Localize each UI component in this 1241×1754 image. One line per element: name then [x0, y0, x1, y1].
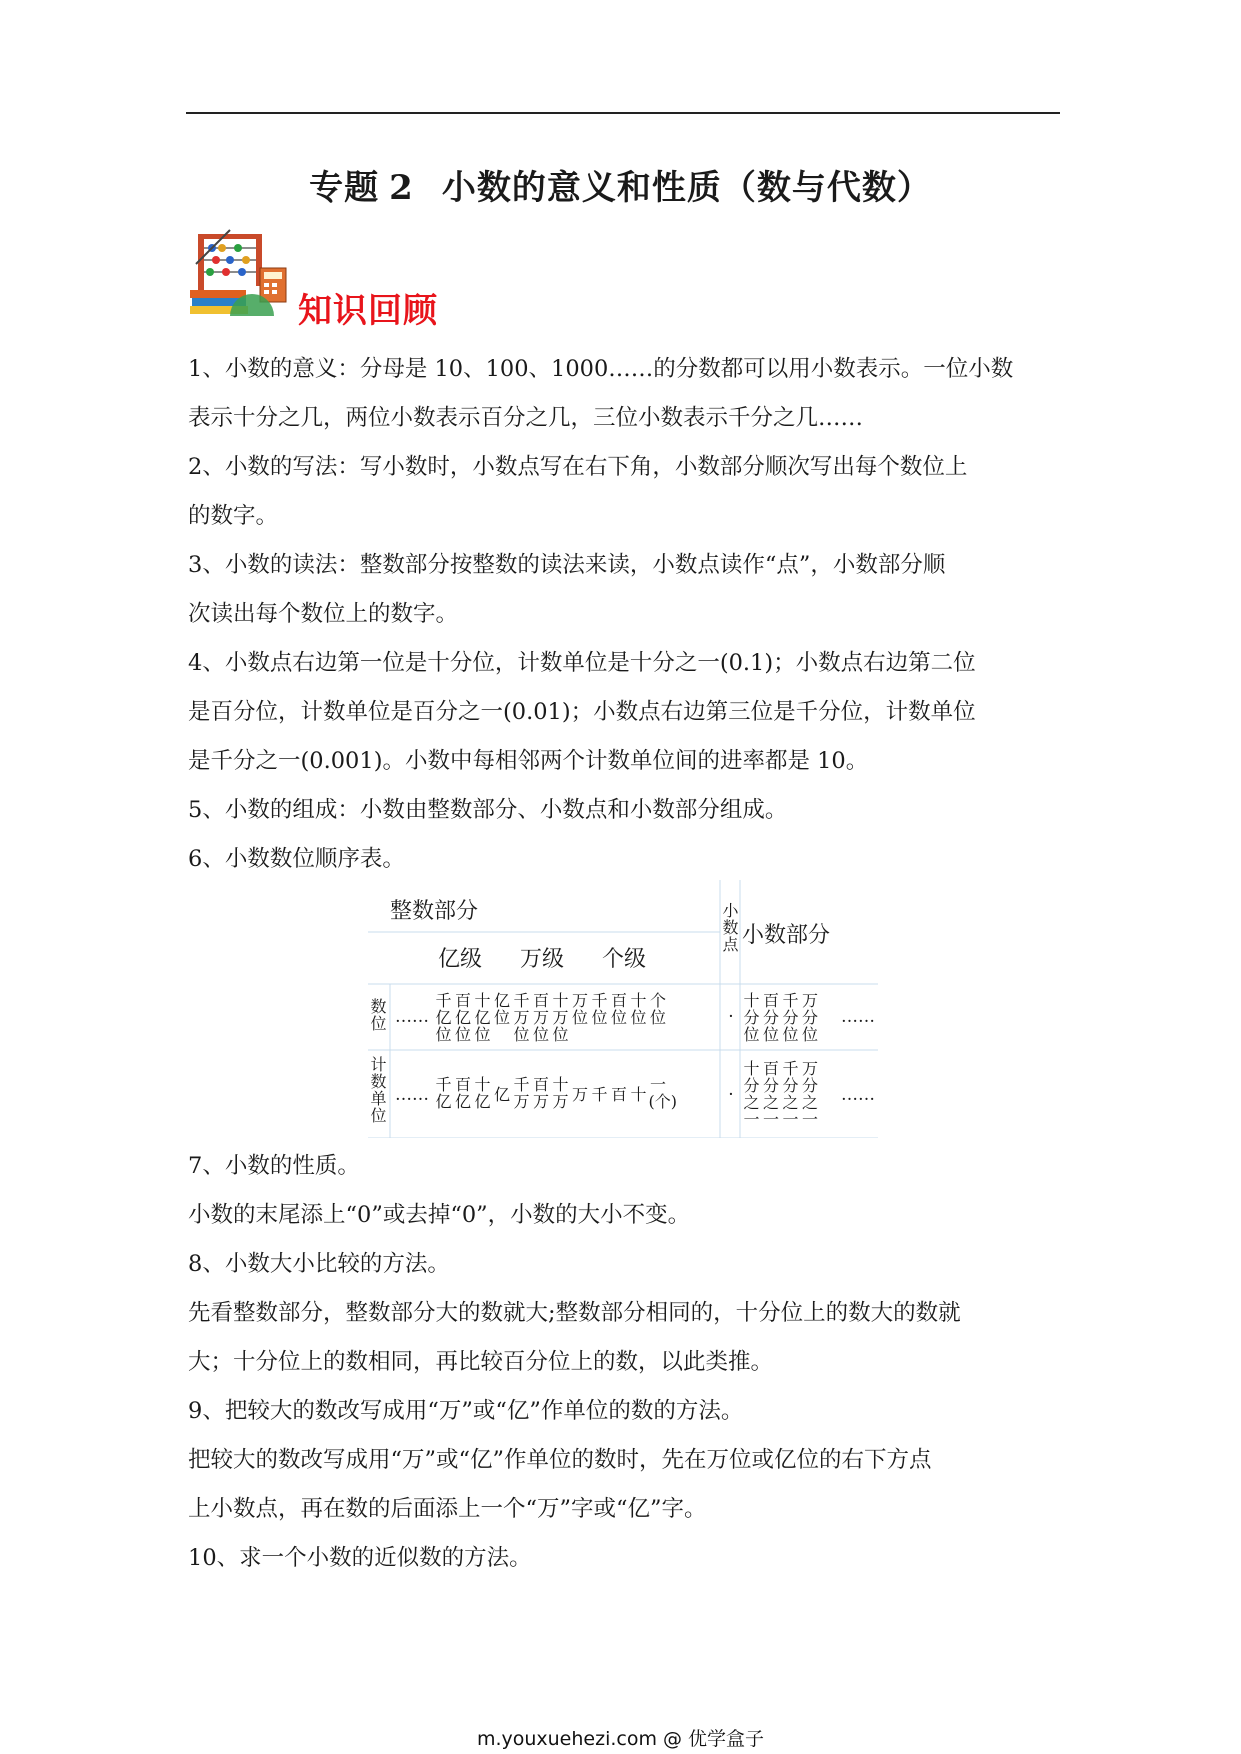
- digit-place-cell: 十位: [630, 991, 647, 1027]
- unit-cell: 一(个): [648, 1075, 677, 1111]
- title-number: 2: [389, 168, 414, 208]
- unit-cell: 亿: [493, 1085, 510, 1104]
- paragraph-line: 2、小数的写法：写小数时，小数点写在右下角，小数部分顺次写出每个数位上: [188, 454, 968, 480]
- paragraph-line: 小数的末尾添上“0”或去掉“0”，小数的大小不变。: [188, 1202, 691, 1228]
- content-block-top: [188, 345, 1064, 884]
- decimal-point-label: 小数点: [722, 901, 739, 954]
- paragraph-line: 是千分之一(0.001)。小数中每相邻两个计数单位间的进率都是 10。: [188, 748, 869, 774]
- decimal-part-label: 小数部分: [742, 923, 831, 948]
- paragraph-line: 的数字。: [188, 503, 279, 529]
- ellipsis-left: ……: [395, 1007, 429, 1027]
- decimal-dot: ·: [728, 1085, 734, 1105]
- header-rule: [186, 112, 1060, 114]
- unit-cell: 千万: [513, 1075, 530, 1111]
- paragraph-line: 8、小数大小比较的方法。: [188, 1251, 450, 1277]
- decimal-unit-cell: 千分之一: [782, 1059, 799, 1129]
- group-wan-label: 万级: [520, 947, 565, 972]
- decimal-unit-cell: 百分之一: [762, 1059, 779, 1129]
- digit-place-cell: 十亿位: [474, 991, 491, 1044]
- unit-cell: 百: [610, 1085, 627, 1104]
- digit-place-cell: 千位: [591, 991, 608, 1027]
- ellipsis-right: ……: [841, 1085, 875, 1105]
- row-label-digit-place: 数位: [370, 997, 387, 1033]
- digit-place-cell: 个位: [649, 991, 666, 1027]
- section-heading: 知识回顾: [298, 291, 438, 331]
- paragraph-line: 3、小数的读法：整数部分按整数的读法来读，小数点读作“点”，小数部分顺: [188, 552, 946, 578]
- paragraph-line: 1、小数的意义：分母是 10、100、1000……的分数都可以用小数表示。一位小数: [188, 356, 1014, 382]
- paragraph-line: 4、小数点右边第一位是十分位，计数单位是十分之一(0.1)；小数点右边第二位: [188, 650, 976, 676]
- paragraph-line: 6、小数数位顺序表。: [188, 846, 405, 872]
- title-text: 小数的意义和性质（数与代数）: [441, 168, 932, 208]
- digit-place-cell: 百位: [610, 991, 627, 1027]
- decimal-dot: ·: [728, 1007, 734, 1027]
- paragraph-line: 把较大的数改写成用“万”或“亿”作单位的数时，先在万位或亿位的右下方点: [188, 1447, 932, 1473]
- digit-place-cell: 百亿位: [454, 991, 471, 1044]
- footer-text: m.youxuehezi.com @ 优学盒子: [476, 1728, 765, 1750]
- integer-part-label: 整数部分: [390, 899, 479, 924]
- paragraph-line: 是百分位，计数单位是百分之一(0.01)；小数点右边第三位是千分位，计数单位: [188, 699, 976, 725]
- paragraph-line: 5、小数的组成：小数由整数部分、小数点和小数部分组成。: [188, 797, 788, 823]
- decimal-unit-cell: 万分之一: [801, 1059, 818, 1129]
- unit-cell: 百亿: [454, 1075, 471, 1111]
- digit-place-cell: 亿位: [493, 991, 510, 1027]
- place-value-table: [368, 880, 878, 1138]
- decimal-place-cell: 万分位: [801, 991, 818, 1044]
- digit-place-cell: 百万位: [532, 991, 549, 1044]
- unit-cell: 十亿: [474, 1075, 491, 1111]
- decimal-place-cell: 十分位: [743, 991, 760, 1044]
- paragraph-line: 9、把较大的数改写成用“万”或“亿”作单位的数的方法。: [188, 1398, 744, 1424]
- paragraph-line: 次读出每个数位上的数字。: [188, 601, 459, 627]
- ellipsis-left: ……: [395, 1085, 429, 1105]
- group-yi-label: 亿级: [438, 947, 483, 972]
- paragraph-line: 表示十分之几，两位小数表示百分之几，三位小数表示千分之几……: [188, 405, 864, 431]
- unit-cell: 千: [591, 1085, 608, 1104]
- unit-cell: 十: [630, 1085, 647, 1104]
- ellipsis-right: ……: [841, 1007, 875, 1027]
- group-ge-label: 个级: [602, 947, 647, 972]
- unit-cell: 千亿: [435, 1075, 452, 1111]
- decimal-place-cell: 千分位: [782, 991, 799, 1044]
- title-prefix: 专题: [309, 168, 380, 208]
- page-title: [0, 160, 1241, 209]
- content-block-bottom: [188, 1142, 1064, 1583]
- row-label-unit: 计数单位: [370, 1055, 387, 1125]
- digit-place-cell: 千亿位: [435, 991, 452, 1044]
- digit-place-cell: 万位: [571, 991, 588, 1027]
- unit-cell: 十万: [552, 1075, 569, 1111]
- paragraph-line: 先看整数部分，整数部分大的数就大;整数部分相同的，十分位上的数大的数就: [188, 1300, 961, 1326]
- digit-place-cell: 十万位: [552, 991, 569, 1044]
- digit-place-cell: 千万位: [513, 991, 530, 1044]
- paragraph-line: 10、求一个小数的近似数的方法。: [188, 1545, 532, 1571]
- paragraph-line: 大；十分位上的数相同，再比较百分位上的数，以此类推。: [188, 1349, 774, 1375]
- paragraph-line: 7、小数的性质。: [188, 1153, 360, 1179]
- paragraph-line: 上小数点，再在数的后面添上一个“万”字或“亿”字。: [188, 1496, 707, 1522]
- decimal-place-cell: 百分位: [762, 991, 779, 1044]
- unit-cell: 万: [571, 1085, 588, 1104]
- decimal-unit-cell: 十分之一: [743, 1059, 760, 1129]
- unit-cell: 百万: [532, 1075, 549, 1111]
- math-tools-icon: [190, 224, 290, 318]
